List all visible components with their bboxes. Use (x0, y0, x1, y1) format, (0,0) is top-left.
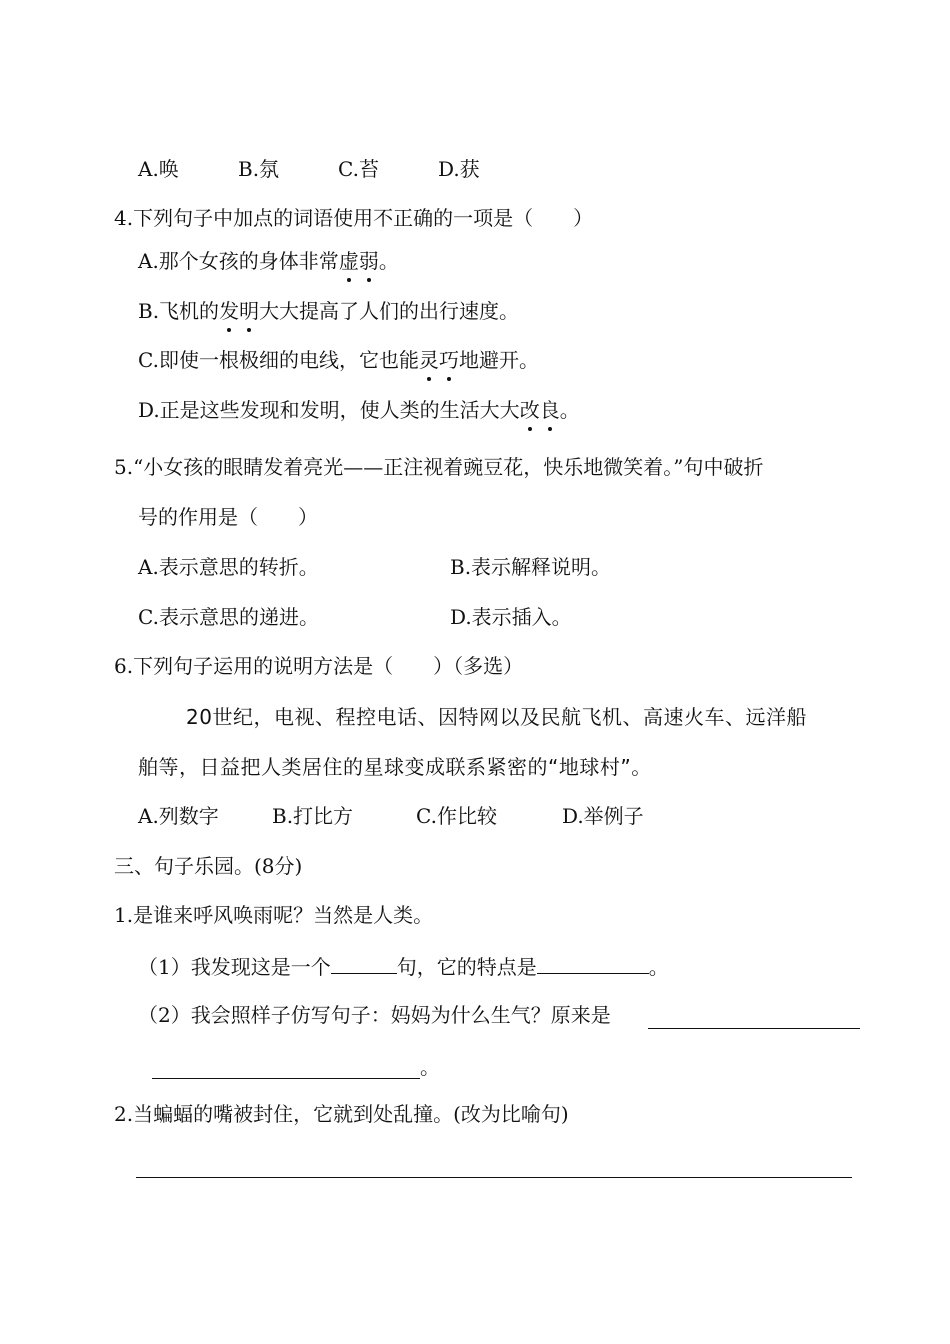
q4-d-pre: D.正是这些发现和发明，使人类的生活大大 (138, 398, 520, 422)
q4-a-pre: A.那个女孩的身体非常 (138, 249, 339, 273)
q4-c-pre: C.即使一根极细的电线，它也能 (138, 348, 419, 372)
emphasis-dot-char: 虚 (339, 246, 359, 276)
q4-a-post: 。 (378, 249, 399, 273)
q5-stem-line2: 号的作用是（ ） (138, 505, 318, 529)
emphasis-dot-char: 巧 (439, 345, 459, 375)
q5-stem-line1: 5.“小女孩的眼睛发着亮光——正注视着豌豆花，快乐地微笑着。”句中破折 (114, 455, 764, 479)
emphasis-dot-char: 灵 (419, 345, 439, 375)
q4-c-dotted (419, 348, 459, 372)
q6-quote-line1: 20世纪，电视、程控电话、因特网以及民航飞机、高速火车、远洋船 (186, 705, 807, 729)
emphasis-dot-char: 发 (219, 296, 239, 326)
q6-option-b[interactable]: B.打比方 (272, 804, 354, 828)
q6-stem: 6.下列句子运用的说明方法是（ ）（多选） (114, 654, 524, 678)
emphasis-dot-char: 弱 (359, 246, 379, 276)
q6-option-a[interactable]: A.列数字 (138, 804, 219, 828)
q3-option-c[interactable]: C.苔 (338, 157, 379, 181)
q4-option-d[interactable] (138, 395, 580, 425)
q4-a-dotted (339, 249, 379, 273)
emphasis-dot-char: 改 (520, 395, 540, 425)
q4-option-b[interactable] (138, 296, 519, 326)
q4-d-post: 。 (559, 398, 580, 422)
q4-c-post: 地避开。 (458, 348, 539, 372)
q5-option-d[interactable]: D.表示插入。 (450, 605, 572, 629)
s3-q1-sub1 (138, 951, 669, 981)
s3-q1-sub2-end: 。 (420, 1055, 440, 1079)
q3-option-d[interactable]: D.获 (438, 157, 480, 181)
s3-q1-sub2 (138, 1000, 611, 1030)
q6-option-d[interactable]: D.举例子 (562, 804, 644, 828)
q5-option-b[interactable]: B.表示解释说明。 (450, 555, 612, 579)
s3-q1-stem: 1.是谁来呼风唤雨呢？当然是人类。 (114, 903, 434, 927)
s3-q1-sub2-pre: （2）我会照样子仿写句子：妈妈为什么生气？原来是 (138, 1003, 611, 1027)
q4-option-a[interactable] (138, 246, 399, 276)
section3-title: 三、句子乐园。(8分) (114, 854, 303, 878)
q5-option-a[interactable]: A.表示意思的转折。 (138, 555, 319, 579)
s3-q1-sub2-blank-b[interactable] (152, 1078, 420, 1079)
s3-q1-blank-feature[interactable] (537, 951, 649, 974)
q5-option-c[interactable]: C.表示意思的递进。 (138, 605, 319, 629)
q6-quote-line2: 舶等，日益把人类居住的星球变成联系紧密的“地球村”。 (138, 755, 652, 779)
q4-option-c[interactable] (138, 345, 539, 375)
q4-stem: 4.下列句子中加点的词语使用不正确的一项是（ ） (114, 206, 594, 230)
q4-b-post: 大大提高了人们的出行速度。 (259, 299, 520, 323)
q6-option-c[interactable]: C.作比较 (416, 804, 497, 828)
s3-q2-answer-line[interactable] (136, 1177, 852, 1178)
s3-q1-sub2-blank-a[interactable] (648, 1028, 860, 1029)
q3-option-b[interactable]: B.氛 (238, 157, 280, 181)
s3-q2-stem: 2.当蝙蝠的嘴被封住，它就到处乱撞。(改为比喻句) (114, 1102, 569, 1126)
q3-option-a[interactable]: A.唤 (138, 157, 179, 181)
q4-d-dotted (520, 398, 560, 422)
s3-q1-sub1-mid: 句，它的特点是 (396, 955, 537, 979)
q4-b-dotted (219, 299, 259, 323)
q4-b-pre: B.飞机的 (138, 299, 220, 323)
s3-q1-sub1-pre: （1）我发现这是一个 (138, 955, 331, 979)
s3-q1-sub1-post: 。 (648, 955, 669, 979)
emphasis-dot-char: 良 (540, 395, 560, 425)
s3-q1-blank-type[interactable] (331, 951, 397, 974)
emphasis-dot-char: 明 (239, 296, 259, 326)
